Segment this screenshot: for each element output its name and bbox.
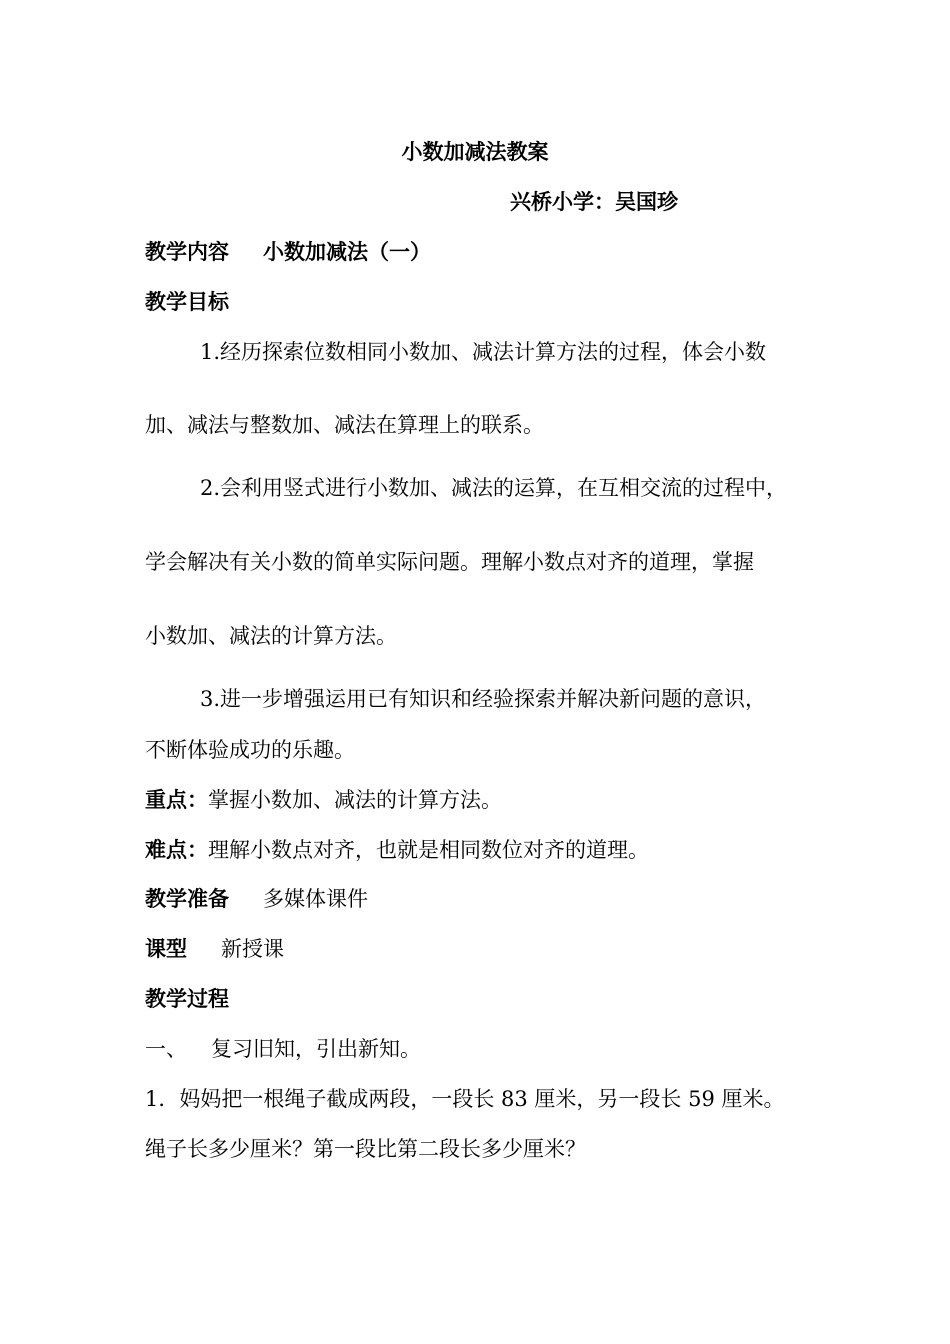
key-point-label: 重点： <box>145 787 208 812</box>
difficulty-row <box>145 836 649 864</box>
teaching-content-row <box>145 238 431 266</box>
teaching-content-label: 教学内容 <box>145 239 229 264</box>
teaching-content-value: 小数加减法（一） <box>263 239 431 264</box>
preparation-value: 多媒体课件 <box>263 887 368 911</box>
key-point-value: 掌握小数加、减法的计算方法。 <box>208 788 502 812</box>
section-1-heading <box>145 1035 421 1063</box>
goal-2-line-1: 2.会利用竖式进行小数加、减法的运算，在互相交流的过程中， <box>200 476 788 500</box>
difficulty-label: 难点： <box>145 837 208 862</box>
goal-2-line-3: 小数加、减法的计算方法。 <box>145 624 397 648</box>
author-line: 兴桥小学：吴国珍 <box>510 189 678 214</box>
goal-1-line-1: 1.经历探索位数相同小数加、减法计算方法的过程，体会小数 <box>200 340 767 364</box>
goal-2-line-2: 学会解决有关小数的简单实际问题。理解小数点对齐的道理，掌握 <box>145 550 754 574</box>
lesson-type-label: 课型 <box>145 936 187 961</box>
goal-1-line-2: 加、减法与整数加、减法在算理上的联系。 <box>145 413 544 437</box>
question-1-line-1: 1．妈妈把一根绳子截成两段，一段长 83 厘米，另一段长 59 厘米。 <box>145 1087 785 1111</box>
page-title: 小数加减法教案 <box>401 139 549 164</box>
goal-3-line-2: 不断体验成功的乐趣。 <box>145 738 355 762</box>
difficulty-value: 理解小数点对齐，也就是相同数位对齐的道理。 <box>208 838 649 862</box>
section-1-text: 复习旧知，引出新知。 <box>211 1037 421 1061</box>
teaching-process-label: 教学过程 <box>145 986 229 1011</box>
key-point-row <box>145 786 502 814</box>
goal-3-line-1: 3.进一步增强运用已有知识和经验探索并解决新问题的意识， <box>200 687 767 711</box>
preparation-row <box>145 885 368 913</box>
question-1-line-2: 绳子长多少厘米？第一段比第二段长多少厘米？ <box>145 1137 586 1161</box>
section-1-number: 一、 <box>145 1037 187 1061</box>
teaching-goals-label: 教学目标 <box>145 289 229 314</box>
preparation-label: 教学准备 <box>145 886 229 911</box>
lesson-type-row <box>145 935 284 963</box>
lesson-type-value: 新授课 <box>221 937 284 961</box>
